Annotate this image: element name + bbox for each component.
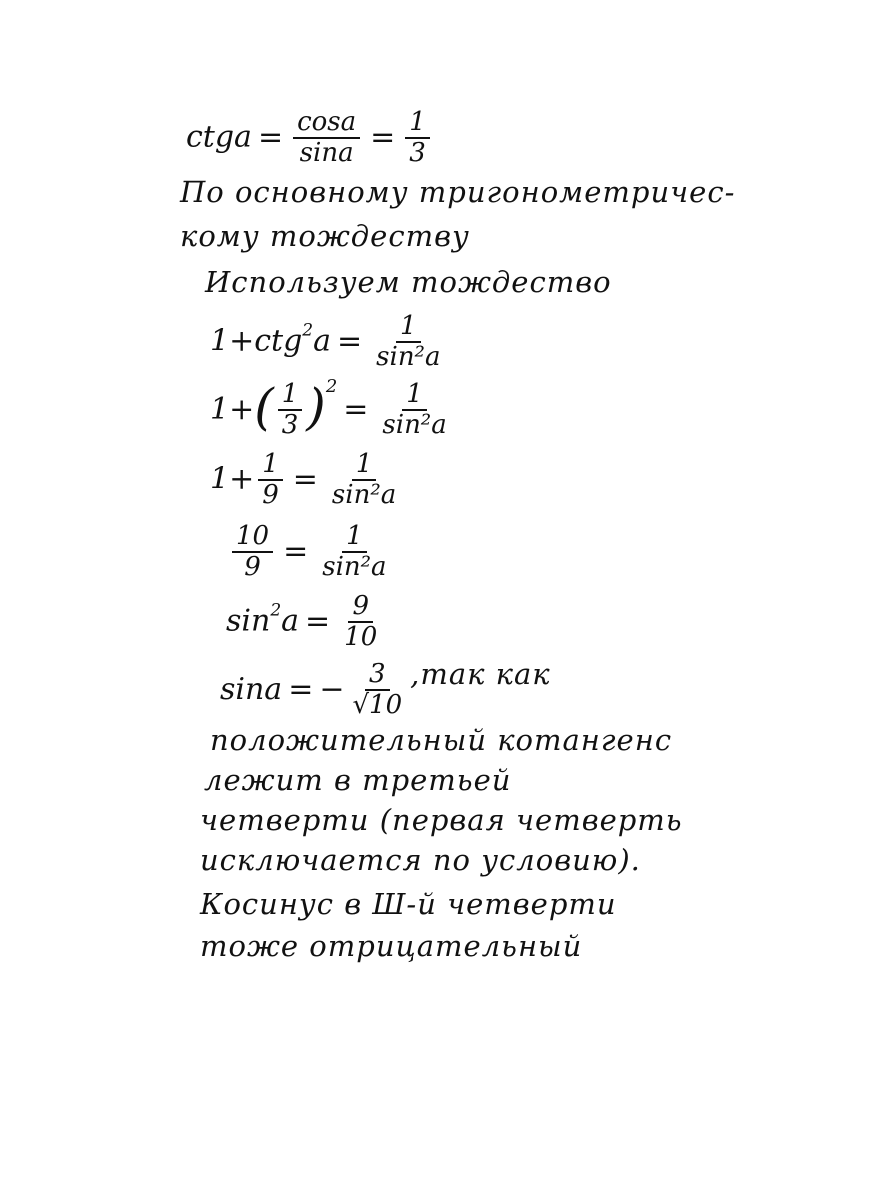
text-line: лежит в третьей <box>204 763 512 797</box>
fraction-numerator: 1 <box>405 108 430 139</box>
exponent: 2 <box>270 600 282 621</box>
exponent: 2 <box>325 376 338 397</box>
minus-sign: − <box>319 672 345 707</box>
fraction-three-over-root-ten <box>348 660 406 719</box>
equals-sign: = <box>283 533 309 569</box>
equals-sign: = <box>337 323 363 359</box>
fraction-one-ninth <box>258 450 283 509</box>
equation-lhs: ctga <box>186 119 252 155</box>
fraction-denominator: sin²a <box>322 551 387 582</box>
fraction-numerator: 1 <box>342 522 367 553</box>
fraction-denominator: 9 <box>244 551 261 582</box>
equals-sign: = <box>257 119 284 155</box>
fraction-denominator: √10 <box>352 690 403 720</box>
equation-lhs: 1+ <box>210 461 255 497</box>
text-line: По основному тригонометричес- <box>180 175 736 209</box>
equation-lhs: sin <box>226 603 271 639</box>
text-line: Используем тождество <box>205 265 612 299</box>
fraction-denominator: 3 <box>281 410 299 440</box>
fraction-numerator: 1 <box>278 380 303 411</box>
fraction-ten-ninths <box>232 522 273 581</box>
equation-lhs-tail: a <box>281 603 300 639</box>
equation-substitution <box>210 378 455 440</box>
equals-sign: = <box>292 461 318 497</box>
exponent: 2 <box>302 320 314 341</box>
fraction-denominator: 9 <box>262 479 279 510</box>
equation-identity <box>210 312 448 371</box>
fraction-one-third <box>278 380 303 439</box>
fraction-denominator: 10 <box>344 621 378 652</box>
fraction-one-over-sin-squared <box>378 380 450 439</box>
text-line: тоже отрицательный <box>200 929 583 963</box>
fraction-numerator: 1 <box>352 450 377 481</box>
equation-sin-value <box>220 657 551 720</box>
fraction-one-over-sin-squared <box>328 450 400 509</box>
equals-sign: = <box>343 392 369 427</box>
fraction-numerator: cosa <box>293 108 360 139</box>
fraction-cos-over-sin <box>293 108 360 167</box>
fraction-numerator: 3 <box>365 660 390 691</box>
equation-lhs: 1+ <box>210 392 255 427</box>
equals-sign: = <box>288 672 314 707</box>
text-line: четверти (первая четверть <box>200 803 683 837</box>
fraction-nine-tenths <box>340 592 381 651</box>
fraction-one-third <box>405 108 430 167</box>
fraction-one-over-sin-squared <box>318 522 390 581</box>
left-paren: ( <box>254 378 274 436</box>
equation-ten-ninths <box>228 522 395 581</box>
right-paren: ) <box>306 378 326 436</box>
equation-lhs: sina <box>220 672 283 707</box>
equation-lhs: 1+ctg <box>210 323 303 359</box>
equation-simplify <box>210 450 404 509</box>
fraction-denominator: sin²a <box>376 341 441 372</box>
fraction-denominator: sin²a <box>331 479 397 510</box>
fraction-numerator: 10 <box>232 522 273 553</box>
fraction-numerator: 1 <box>402 380 427 411</box>
text-line: кому тождеству <box>180 219 470 253</box>
fraction-one-over-sin-squared <box>372 312 444 371</box>
fraction-numerator: 1 <box>258 450 283 481</box>
equals-sign: = <box>370 119 396 155</box>
fraction-numerator: 9 <box>348 592 373 623</box>
equation-sin-squared <box>226 592 385 651</box>
text-line: Косинус в Ш-й четверти <box>200 887 617 921</box>
text-line: положительный котангенс <box>210 723 673 757</box>
fraction-denominator: sin²a <box>382 410 447 440</box>
text-tail: ,так как <box>410 657 551 691</box>
fraction-denominator: sina <box>299 137 354 168</box>
equation-ctg-definition <box>186 108 434 167</box>
equation-lhs-tail: a <box>313 323 332 359</box>
equals-sign: = <box>305 603 331 639</box>
fraction-numerator: 1 <box>396 312 421 343</box>
fraction-denominator: 3 <box>409 137 426 168</box>
text-line: исключается по условию). <box>200 843 641 877</box>
